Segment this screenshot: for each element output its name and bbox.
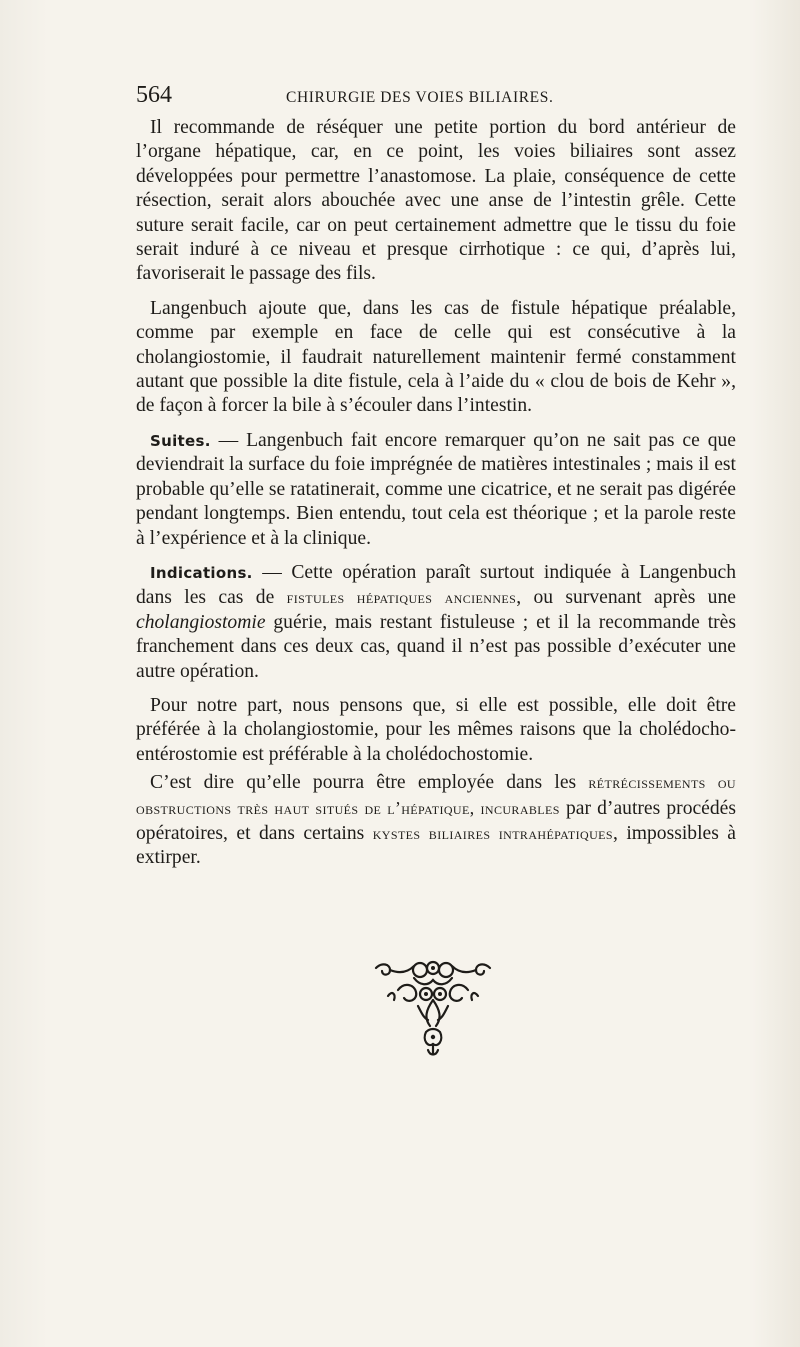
- section-heading-suites: Suites.: [150, 431, 211, 450]
- paragraph-conclusion: [136, 770, 736, 871]
- page-number: 564: [136, 82, 172, 108]
- running-title: CHIRURGIE DES VOIES BILIAIRES.: [286, 89, 554, 106]
- floral-tailpiece-icon: [368, 960, 498, 1060]
- body-text: [136, 116, 736, 871]
- conclusion-text-c: , impossibles à extirper.: [136, 822, 737, 869]
- paragraph-suites: [136, 429, 736, 551]
- indications-smallcaps-a: fistules hépatiques anciennes: [286, 587, 517, 608]
- indications-text-a: — Cette opération paraît surtout indiquée à Langenbuch dans les cas de: [136, 561, 736, 609]
- paragraph-suites-text: — Langenbuch fait encore remarquer qu’on ne sait pas ce que deviendrait la surface du foie imprégnée de matières intestinales ; mais il est probable qu’elle se ratatinerait, comme une cicatrice, et ne serait pas digérée pendant longtemps. Bien entendu, tout cela est théorique ; et la parole reste à l’expérience et à la clinique.: [136, 429, 736, 549]
- conclusion-text-a: C’est dire qu’elle pourra être employée dans les: [150, 772, 589, 794]
- indications-text-c: guérie, mais restant fistuleuse ; et il la recommande très franchement dans ces deux cas, quand il n’est pas possible d’exécuter une autre opération.: [136, 611, 736, 682]
- page-header: [136, 82, 736, 112]
- paragraph-indications: [136, 561, 736, 684]
- conclusion-smallcaps-a: rétrécissements ou obstructions très haut situés de l’hépatique, incurables: [136, 772, 736, 818]
- paragraph-resection: Il recommande de réséquer une petite portion du bord antérieur de l’organe hépatique, car, en ce point, les voies biliaires sont assez développées pour permettre l’anastomose. La plaie, conséquence de cette résection, serait alors abouchée avec une anse de l’intestin grêle. Cette suture serait facile, car on peut certainement admettre que le tissu du foie serait induré à ce niveau et presque cirrhotique : ce qui, d’après lui, favoriserait le passage des fils.: [136, 117, 736, 285]
- section-heading-indications: Indications.: [150, 563, 253, 582]
- paragraph-opinion: Pour notre part, nous pensons que, si elle est possible, elle doit être préférée à la cholangiostomie, pour les mêmes raisons que la cholédocho-entérostomie est préférable à la cholédochostomie.: [136, 694, 736, 765]
- conclusion-text-b: par d’autres procédés opératoires, et dans certains: [136, 797, 736, 844]
- conclusion-smallcaps-b: kystes biliaires intrahépatiques: [372, 822, 613, 843]
- indications-text-b: , ou survenant après une: [516, 587, 736, 609]
- paragraph-fistula: Langenbuch ajoute que, dans les cas de fistule hépatique préalable, comme par exemple en face de celle qui est consécutive à la cholangiostomie, il faudrait naturellement maintenir fermé constamment autant que possible la dite fistule, cela à l’aide du « clou de bois de Kehr », de façon à forcer la bile à s’écouler dans l’intestin.: [136, 297, 736, 417]
- indications-italic-term: cholangiostomie: [136, 611, 266, 633]
